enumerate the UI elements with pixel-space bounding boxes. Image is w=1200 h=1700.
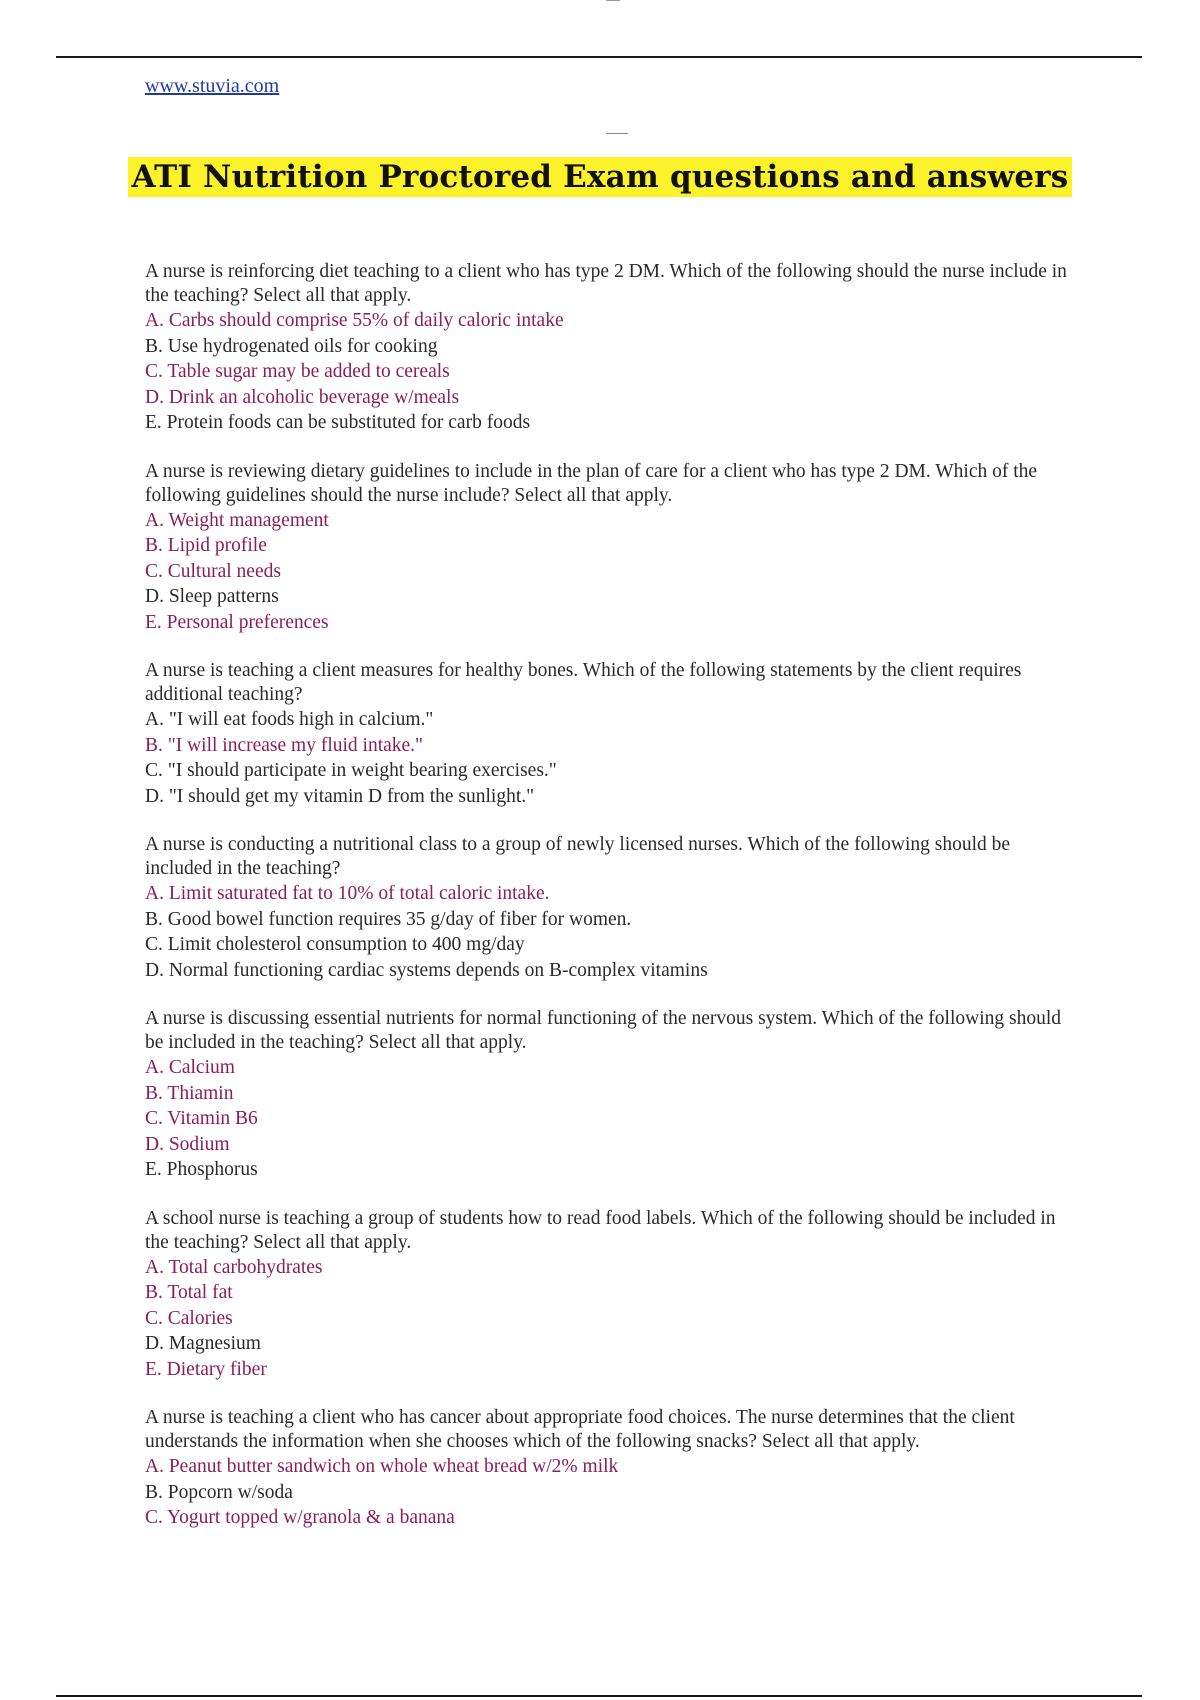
question-item bbox=[145, 260, 1080, 436]
question-stem: A nurse is teaching a client measures for healthy bones. Which of the following statements by the client requires additional teaching? bbox=[145, 660, 1022, 705]
answer-option: C. Yogurt topped w/granola & a banana bbox=[145, 1507, 455, 1528]
answer-option: D. "I should get my vitamin D from the sunlight." bbox=[145, 785, 535, 807]
answer-option: A. Carbs should comprise 55% of daily caloric intake bbox=[145, 310, 564, 331]
answer-option: D. Sodium bbox=[145, 1133, 230, 1155]
question-item bbox=[145, 460, 1080, 636]
answer-option: B. Lipid profile bbox=[145, 535, 267, 556]
answer-option: D. Normal functioning cardiac systems depends on B-complex vitamins bbox=[145, 959, 708, 981]
answer-option: C. Cultural needs bbox=[145, 560, 281, 582]
answer-option: A. Limit saturated fat to 10% of total caloric intake. bbox=[145, 883, 550, 904]
title-divider-mark bbox=[606, 133, 628, 134]
answer-option: B. Good bowel function requires 35 g/day of fiber for women. bbox=[145, 908, 632, 930]
answer-option: E. Dietary fiber bbox=[145, 1358, 267, 1380]
question-stem: A nurse is conducting a nutritional class to a group of newly licensed nurses. Which of the following should be included in the teaching? bbox=[145, 834, 1011, 879]
top-divider-mark bbox=[606, 0, 620, 1]
answer-option: D. Sleep patterns bbox=[145, 586, 279, 607]
site-link[interactable]: www.stuvia.com bbox=[145, 75, 280, 97]
footer-rule bbox=[56, 1695, 1142, 1697]
answer-option: C. Table sugar may be added to cereals bbox=[145, 361, 450, 382]
answer-option: A. "I will eat foods high in calcium." bbox=[145, 709, 434, 730]
answer-option: D. Magnesium bbox=[145, 1333, 261, 1354]
answer-option: C. Limit cholesterol consumption to 400 mg/day bbox=[145, 934, 525, 955]
question-item bbox=[145, 1007, 1080, 1183]
answer-option: D. Drink an alcoholic beverage w/meals bbox=[145, 386, 460, 408]
answer-option: E. Phosphorus bbox=[145, 1159, 258, 1180]
answer-option: B. "I will increase my fluid intake." bbox=[145, 734, 424, 756]
question-list bbox=[145, 260, 1080, 1555]
question-stem: A nurse is reinforcing diet teaching to a client who has type 2 DM. Which of the following should the nurse include in the teaching? Select all that apply. bbox=[145, 261, 1067, 306]
answer-option: A. Calcium bbox=[145, 1057, 235, 1078]
question-stem: A nurse is discussing essential nutrients for normal functioning of the nervous system. Which of the following should be included in the teaching? Select all that apply. bbox=[145, 1008, 1062, 1053]
answer-option: B. Popcorn w/soda bbox=[145, 1481, 293, 1503]
answer-option: E. Personal preferences bbox=[145, 611, 329, 633]
question-item bbox=[145, 659, 1080, 809]
answer-option: C. Vitamin B6 bbox=[145, 1108, 258, 1129]
question-item bbox=[145, 833, 1080, 983]
answer-option: A. Weight management bbox=[145, 509, 329, 531]
header-rule bbox=[56, 56, 1142, 58]
question-stem: A school nurse is teaching a group of students how to read food labels. Which of the following should be included in the teaching? Select all that apply. bbox=[145, 1207, 1056, 1253]
title-container bbox=[0, 157, 1200, 197]
question-stem: A nurse is teaching a client who has cancer about appropriate food choices. The nurse determines that the client understands the information when she chooses which of the following snacks? Select all that apply. bbox=[145, 1407, 1015, 1452]
answer-option: C. "I should participate in weight bearing exercises." bbox=[145, 760, 557, 781]
answer-option: C. Calories bbox=[145, 1307, 233, 1329]
answer-option: E. Protein foods can be substituted for carb foods bbox=[145, 412, 531, 433]
answer-option: B. Use hydrogenated oils for cooking bbox=[145, 335, 438, 357]
answer-option: B. Total fat bbox=[145, 1282, 233, 1303]
page-title: ATI Nutrition Proctored Exam questions and answers bbox=[128, 157, 1073, 197]
answer-option: A. Peanut butter sandwich on whole wheat bread w/2% milk bbox=[145, 1456, 619, 1477]
question-item bbox=[145, 1207, 1080, 1383]
answer-option: A. Total carbohydrates bbox=[145, 1256, 323, 1278]
question-stem: A nurse is reviewing dietary guidelines to include in the plan of care for a client who has type 2 DM. Which of the following guidelines should the nurse include? Select all that apply. bbox=[145, 460, 1038, 506]
answer-option: B. Thiamin bbox=[145, 1082, 234, 1104]
question-item bbox=[145, 1406, 1080, 1531]
